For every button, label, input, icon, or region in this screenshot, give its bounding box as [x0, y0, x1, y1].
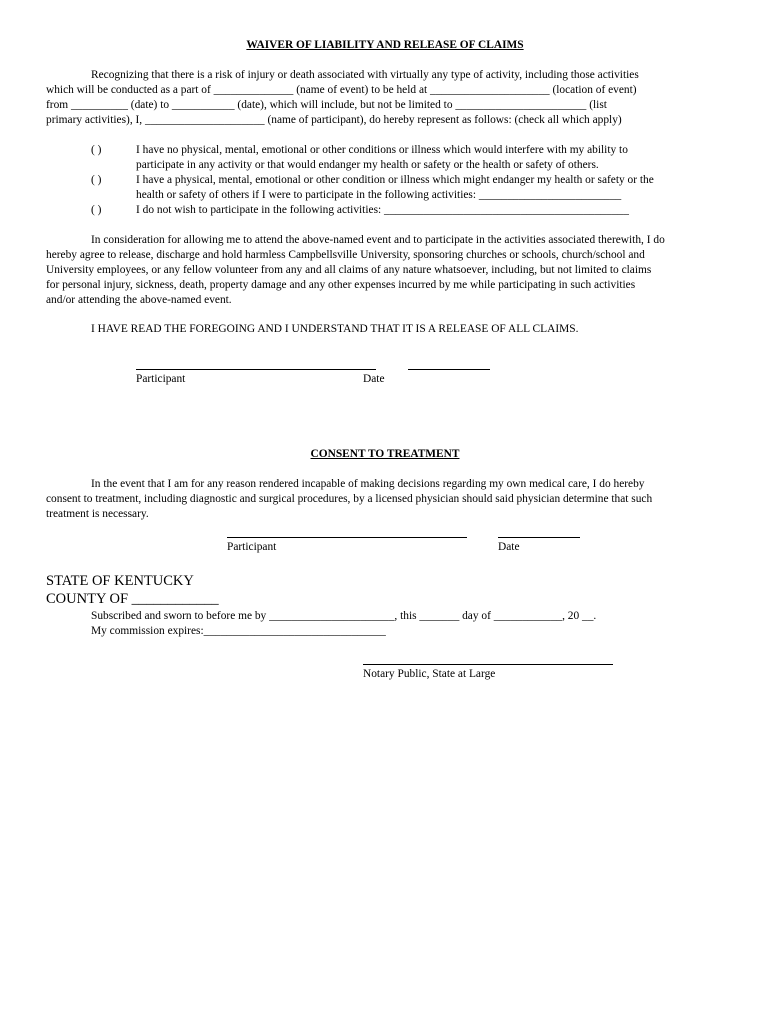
consent-date-line[interactable] — [498, 537, 580, 538]
consent-line-1: In the event that I am for any reason rendered incapable of making decisions regarding my own medical care, I do hereby — [91, 478, 645, 490]
release-acknowledgement: I HAVE READ THE FOREGOING AND I UNDERSTAND THAT IT IS A RELEASE OF ALL CLAIMS. — [91, 323, 579, 335]
consent-title: CONSENT TO TREATMENT — [310, 448, 460, 460]
option-1-line-1: I have no physical, mental, emotional or other conditions or illness which would interfere with my ability to — [136, 144, 628, 156]
option-1-line-2: participate in any activity or that would endanger my health or safety or the health or safety of others. — [136, 159, 599, 171]
notary-label: Notary Public, State at Large — [363, 668, 496, 680]
notary-commission-line: My commission expires:________________________________ — [91, 625, 386, 637]
consent-date-label: Date — [498, 541, 520, 553]
waiver-participant-signature-line[interactable] — [136, 369, 376, 370]
consent-participant-signature-line[interactable] — [227, 537, 467, 538]
consent-line-3: treatment is necessary. — [46, 508, 149, 520]
option-3-checkbox[interactable]: ( ) — [91, 204, 102, 216]
consideration-line-4: for personal injury, sickness, death, property damage and any other expenses incurred by me while participating in such activities — [46, 279, 636, 291]
consideration-line-2: hereby agree to release, discharge and hold harmless Campbellsville University, sponsoring churches or schools, church/school and — [46, 249, 645, 261]
notary-county: COUNTY OF ____________ — [46, 591, 219, 607]
option-3-line-1: I do not wish to participate in the following activities: ___________________________________________ — [136, 204, 629, 216]
option-2-line-2: health or safety of others if I were to participate in the following activities: _________________________ — [136, 189, 622, 201]
consideration-line-1: In consideration for allowing me to attend the above-named event and to participate in the activities associated therewith, I do — [91, 234, 665, 246]
waiver-intro-line-1: Recognizing that there is a risk of injury or death associated with virtually any type of activity, including those activities — [91, 69, 639, 81]
notary-signature-line[interactable] — [363, 664, 613, 665]
option-2-line-1: I have a physical, mental, emotional or other condition or illness which might endanger my health or safety or the — [136, 174, 654, 186]
waiver-intro-line-2: which will be conducted as a part of ______________ (name of event) to be held at _____________________ (location of event) — [46, 84, 637, 96]
option-2-checkbox[interactable]: ( ) — [91, 174, 102, 186]
notary-subscribed-line: Subscribed and sworn to before me by ______________________, this _______ day of ____________, 20 __. — [91, 610, 597, 622]
waiver-intro-line-3: from __________ (date) to ___________ (date), which will include, but not be limited to _______________________ (list — [46, 99, 607, 111]
waiver-date-line[interactable] — [408, 369, 490, 370]
option-1-checkbox[interactable]: ( ) — [91, 144, 102, 156]
waiver-title: WAIVER OF LIABILITY AND RELEASE OF CLAIMS — [246, 39, 524, 51]
consideration-line-3: University employees, or any fellow volunteer from any and all claims of any nature whatsoever, including, but not limited to claims — [46, 264, 652, 276]
notary-state: STATE OF KENTUCKY — [46, 573, 194, 589]
consent-line-2: consent to treatment, including diagnostic and surgical procedures, by a licensed physician should said physician determine that such — [46, 493, 653, 505]
consideration-line-5: and/or attending the above-named event. — [46, 294, 232, 306]
waiver-intro-line-4: primary activities), I, _____________________ (name of participant), do hereby represent as follows: (check all which apply) — [46, 114, 622, 126]
waiver-date-label: Date — [363, 373, 385, 385]
consent-participant-label: Participant — [227, 541, 277, 553]
waiver-participant-label: Participant — [136, 373, 186, 385]
